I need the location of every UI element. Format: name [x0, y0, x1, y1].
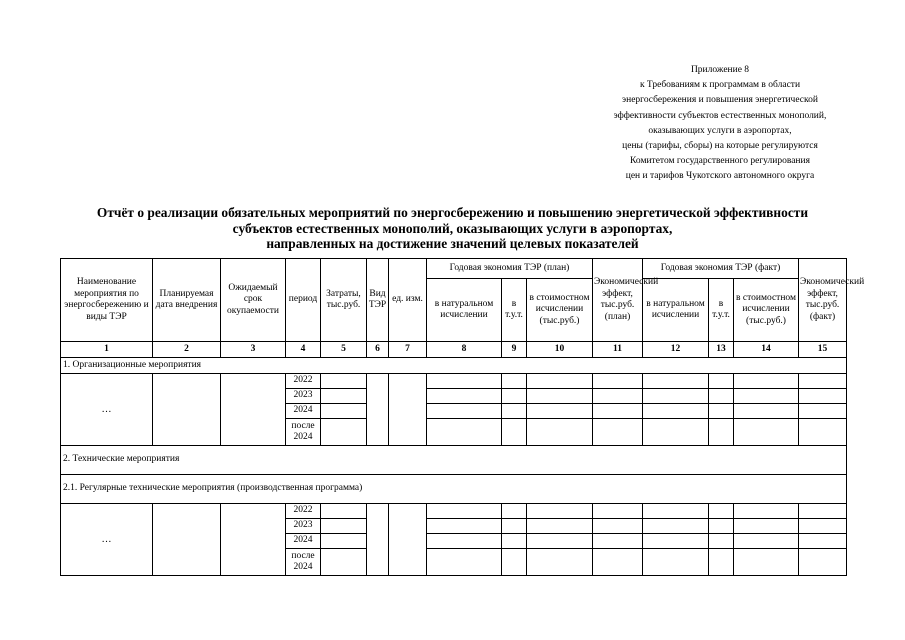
- column-number: 7: [389, 342, 427, 358]
- section-row: [61, 358, 847, 374]
- column-number: 1: [61, 342, 153, 358]
- table-cell: [427, 404, 502, 419]
- header-fact-group: Годовая экономия ТЭР (факт): [643, 259, 799, 279]
- table-cell: [427, 419, 502, 446]
- period-cell: 2023: [286, 389, 321, 404]
- table-cell: [389, 504, 427, 576]
- header-fuel-type: Вид ТЭР: [367, 259, 389, 342]
- table-cell: [502, 534, 527, 549]
- period-cell: 2022: [286, 504, 321, 519]
- table-cell: [734, 504, 799, 519]
- table-cell: [593, 389, 643, 404]
- appendix-line: эффективности субъектов естественных монополий,: [613, 110, 827, 121]
- appendix-note: [560, 63, 880, 185]
- table-cell: [321, 419, 367, 446]
- table-cell: [502, 389, 527, 404]
- table-cell: [643, 374, 709, 389]
- table-cell: [502, 419, 527, 446]
- table-cell: [643, 389, 709, 404]
- period-cell: 2022: [286, 374, 321, 389]
- header-planned-date: Планируемая дата внедрения: [153, 259, 221, 342]
- column-number: 10: [527, 342, 593, 358]
- table-cell: [709, 519, 734, 534]
- table-cell: [527, 419, 593, 446]
- table-cell: [367, 374, 389, 446]
- period-cell: после 2024: [286, 419, 321, 446]
- section-title: 1. Организационные мероприятия: [61, 358, 847, 374]
- header-tut-fact: в т.у.т.: [709, 279, 734, 342]
- measure-placeholder: …: [61, 504, 153, 576]
- table-cell: [799, 534, 847, 549]
- table-cell: [427, 504, 502, 519]
- header-period: период: [286, 259, 321, 342]
- title-line: направленных на достижение значений целевых показателей: [266, 236, 639, 251]
- report-title: [20, 205, 885, 252]
- table-cell: [427, 534, 502, 549]
- table-cell: [799, 419, 847, 446]
- header-cost-plan: в стоимостном исчислении (тыс.руб.): [527, 279, 593, 342]
- column-number: 13: [709, 342, 734, 358]
- table-cell: [593, 404, 643, 419]
- column-number: 3: [221, 342, 286, 358]
- table-cell: [734, 519, 799, 534]
- table-cell: [321, 504, 367, 519]
- table-cell: [502, 404, 527, 419]
- table-cell: [709, 419, 734, 446]
- table-cell: [734, 374, 799, 389]
- column-number: 2: [153, 342, 221, 358]
- header-natural-fact: в натуральном исчислении: [643, 279, 709, 342]
- column-number: 14: [734, 342, 799, 358]
- table-cell: [321, 519, 367, 534]
- table-cell: [799, 549, 847, 576]
- title-line: Отчёт о реализации обязательных мероприятий по энергосбережению и повышению энергетической эффективности: [96, 205, 809, 220]
- appendix-line: энергосбережения и повышения энергетической: [622, 95, 818, 106]
- table-cell: [734, 549, 799, 576]
- table-row: [61, 374, 847, 389]
- table-cell: [643, 519, 709, 534]
- table-cell: [799, 404, 847, 419]
- column-number: 4: [286, 342, 321, 358]
- header-tut-plan: в т.у.т.: [502, 279, 527, 342]
- header-plan-group: Годовая экономия ТЭР (план): [427, 259, 593, 279]
- table-cell: [502, 549, 527, 576]
- table-cell: [221, 374, 286, 446]
- column-number: 9: [502, 342, 527, 358]
- period-cell: 2024: [286, 404, 321, 419]
- table-cell: [799, 389, 847, 404]
- table-cell: [427, 374, 502, 389]
- table-cell: [643, 419, 709, 446]
- header-cost-fact: в стоимостном исчислении (тыс.руб.): [734, 279, 799, 342]
- table-cell: [593, 519, 643, 534]
- table-cell: [527, 519, 593, 534]
- table-cell: [593, 374, 643, 389]
- period-cell: 2023: [286, 519, 321, 534]
- appendix-line: цены (тарифы, сборы) на которые регулируются: [622, 141, 818, 152]
- section-row: [61, 446, 847, 475]
- header-natural-plan: в натуральном исчислении: [427, 279, 502, 342]
- table-cell: [527, 404, 593, 419]
- appendix-line: оказывающих услуги в аэропортах,: [648, 125, 792, 136]
- column-number: 6: [367, 342, 389, 358]
- period-cell: после 2024: [286, 549, 321, 576]
- header-econ-plan: Экономический эффект, тыс.руб. (план): [593, 259, 643, 342]
- table-cell: [709, 504, 734, 519]
- appendix-line: к Требованиям к программам в области: [639, 80, 801, 91]
- table-cell: [502, 374, 527, 389]
- table-cell: [734, 419, 799, 446]
- table-cell: [709, 549, 734, 576]
- table-cell: [389, 374, 427, 446]
- table-cell: [527, 504, 593, 519]
- table-cell: [321, 549, 367, 576]
- table-cell: [593, 534, 643, 549]
- appendix-line: Комитетом государственного регулирования: [630, 156, 810, 167]
- table-cell: [709, 404, 734, 419]
- header-name: Наименование мероприятия по энергосбережению и виды ТЭР: [61, 259, 153, 342]
- table-cell: [321, 389, 367, 404]
- table-cell: [643, 404, 709, 419]
- appendix-line: цен и тарифов Чукотского автономного округа: [625, 171, 815, 182]
- column-number: 11: [593, 342, 643, 358]
- table-cell: [427, 519, 502, 534]
- section-row: [61, 475, 847, 504]
- table-cell: [593, 549, 643, 576]
- table-cell: [427, 549, 502, 576]
- section-title: 2.1. Регулярные технические мероприятия (производственная программа): [61, 475, 847, 504]
- column-number: 12: [643, 342, 709, 358]
- table-cell: [427, 389, 502, 404]
- table-cell: [502, 519, 527, 534]
- table-cell: [502, 504, 527, 519]
- header-costs: Затраты, тыс.руб.: [321, 259, 367, 342]
- table-row: [61, 504, 847, 519]
- table-cell: [643, 549, 709, 576]
- table-cell: [709, 534, 734, 549]
- table-cell: [527, 374, 593, 389]
- column-number: 15: [799, 342, 847, 358]
- header-payback: Ожидаемый срок окупаемости: [221, 259, 286, 342]
- table-cell: [321, 374, 367, 389]
- table-cell: [321, 534, 367, 549]
- table-cell: [221, 504, 286, 576]
- table-cell: [709, 374, 734, 389]
- title-line: субъектов естественных монополий, оказывающих услуги в аэропортах,: [232, 220, 673, 236]
- header-row: [61, 259, 847, 279]
- table-cell: [527, 534, 593, 549]
- header-econ-fact: Экономический эффект, тыс.руб. (факт): [799, 259, 847, 342]
- measure-placeholder: …: [61, 374, 153, 446]
- column-number-row: [61, 342, 847, 358]
- table-cell: [799, 519, 847, 534]
- table-cell: [367, 504, 389, 576]
- table-cell: [709, 389, 734, 404]
- table-cell: [321, 404, 367, 419]
- header-unit: ед. изм.: [389, 259, 427, 342]
- table-cell: [799, 374, 847, 389]
- table-cell: [153, 504, 221, 576]
- table-cell: [643, 534, 709, 549]
- column-number: 8: [427, 342, 502, 358]
- table-cell: [153, 374, 221, 446]
- table-cell: [734, 404, 799, 419]
- table-cell: [527, 389, 593, 404]
- section-title: 2. Технические мероприятия: [61, 446, 847, 475]
- table-cell: [643, 504, 709, 519]
- table-cell: [593, 419, 643, 446]
- period-cell: 2024: [286, 534, 321, 549]
- report-table: [60, 258, 865, 576]
- table-cell: [799, 504, 847, 519]
- table-cell: [734, 534, 799, 549]
- column-number: 5: [321, 342, 367, 358]
- table-cell: [527, 549, 593, 576]
- appendix-line: Приложение 8: [690, 65, 750, 75]
- table-cell: [593, 504, 643, 519]
- table-cell: [734, 389, 799, 404]
